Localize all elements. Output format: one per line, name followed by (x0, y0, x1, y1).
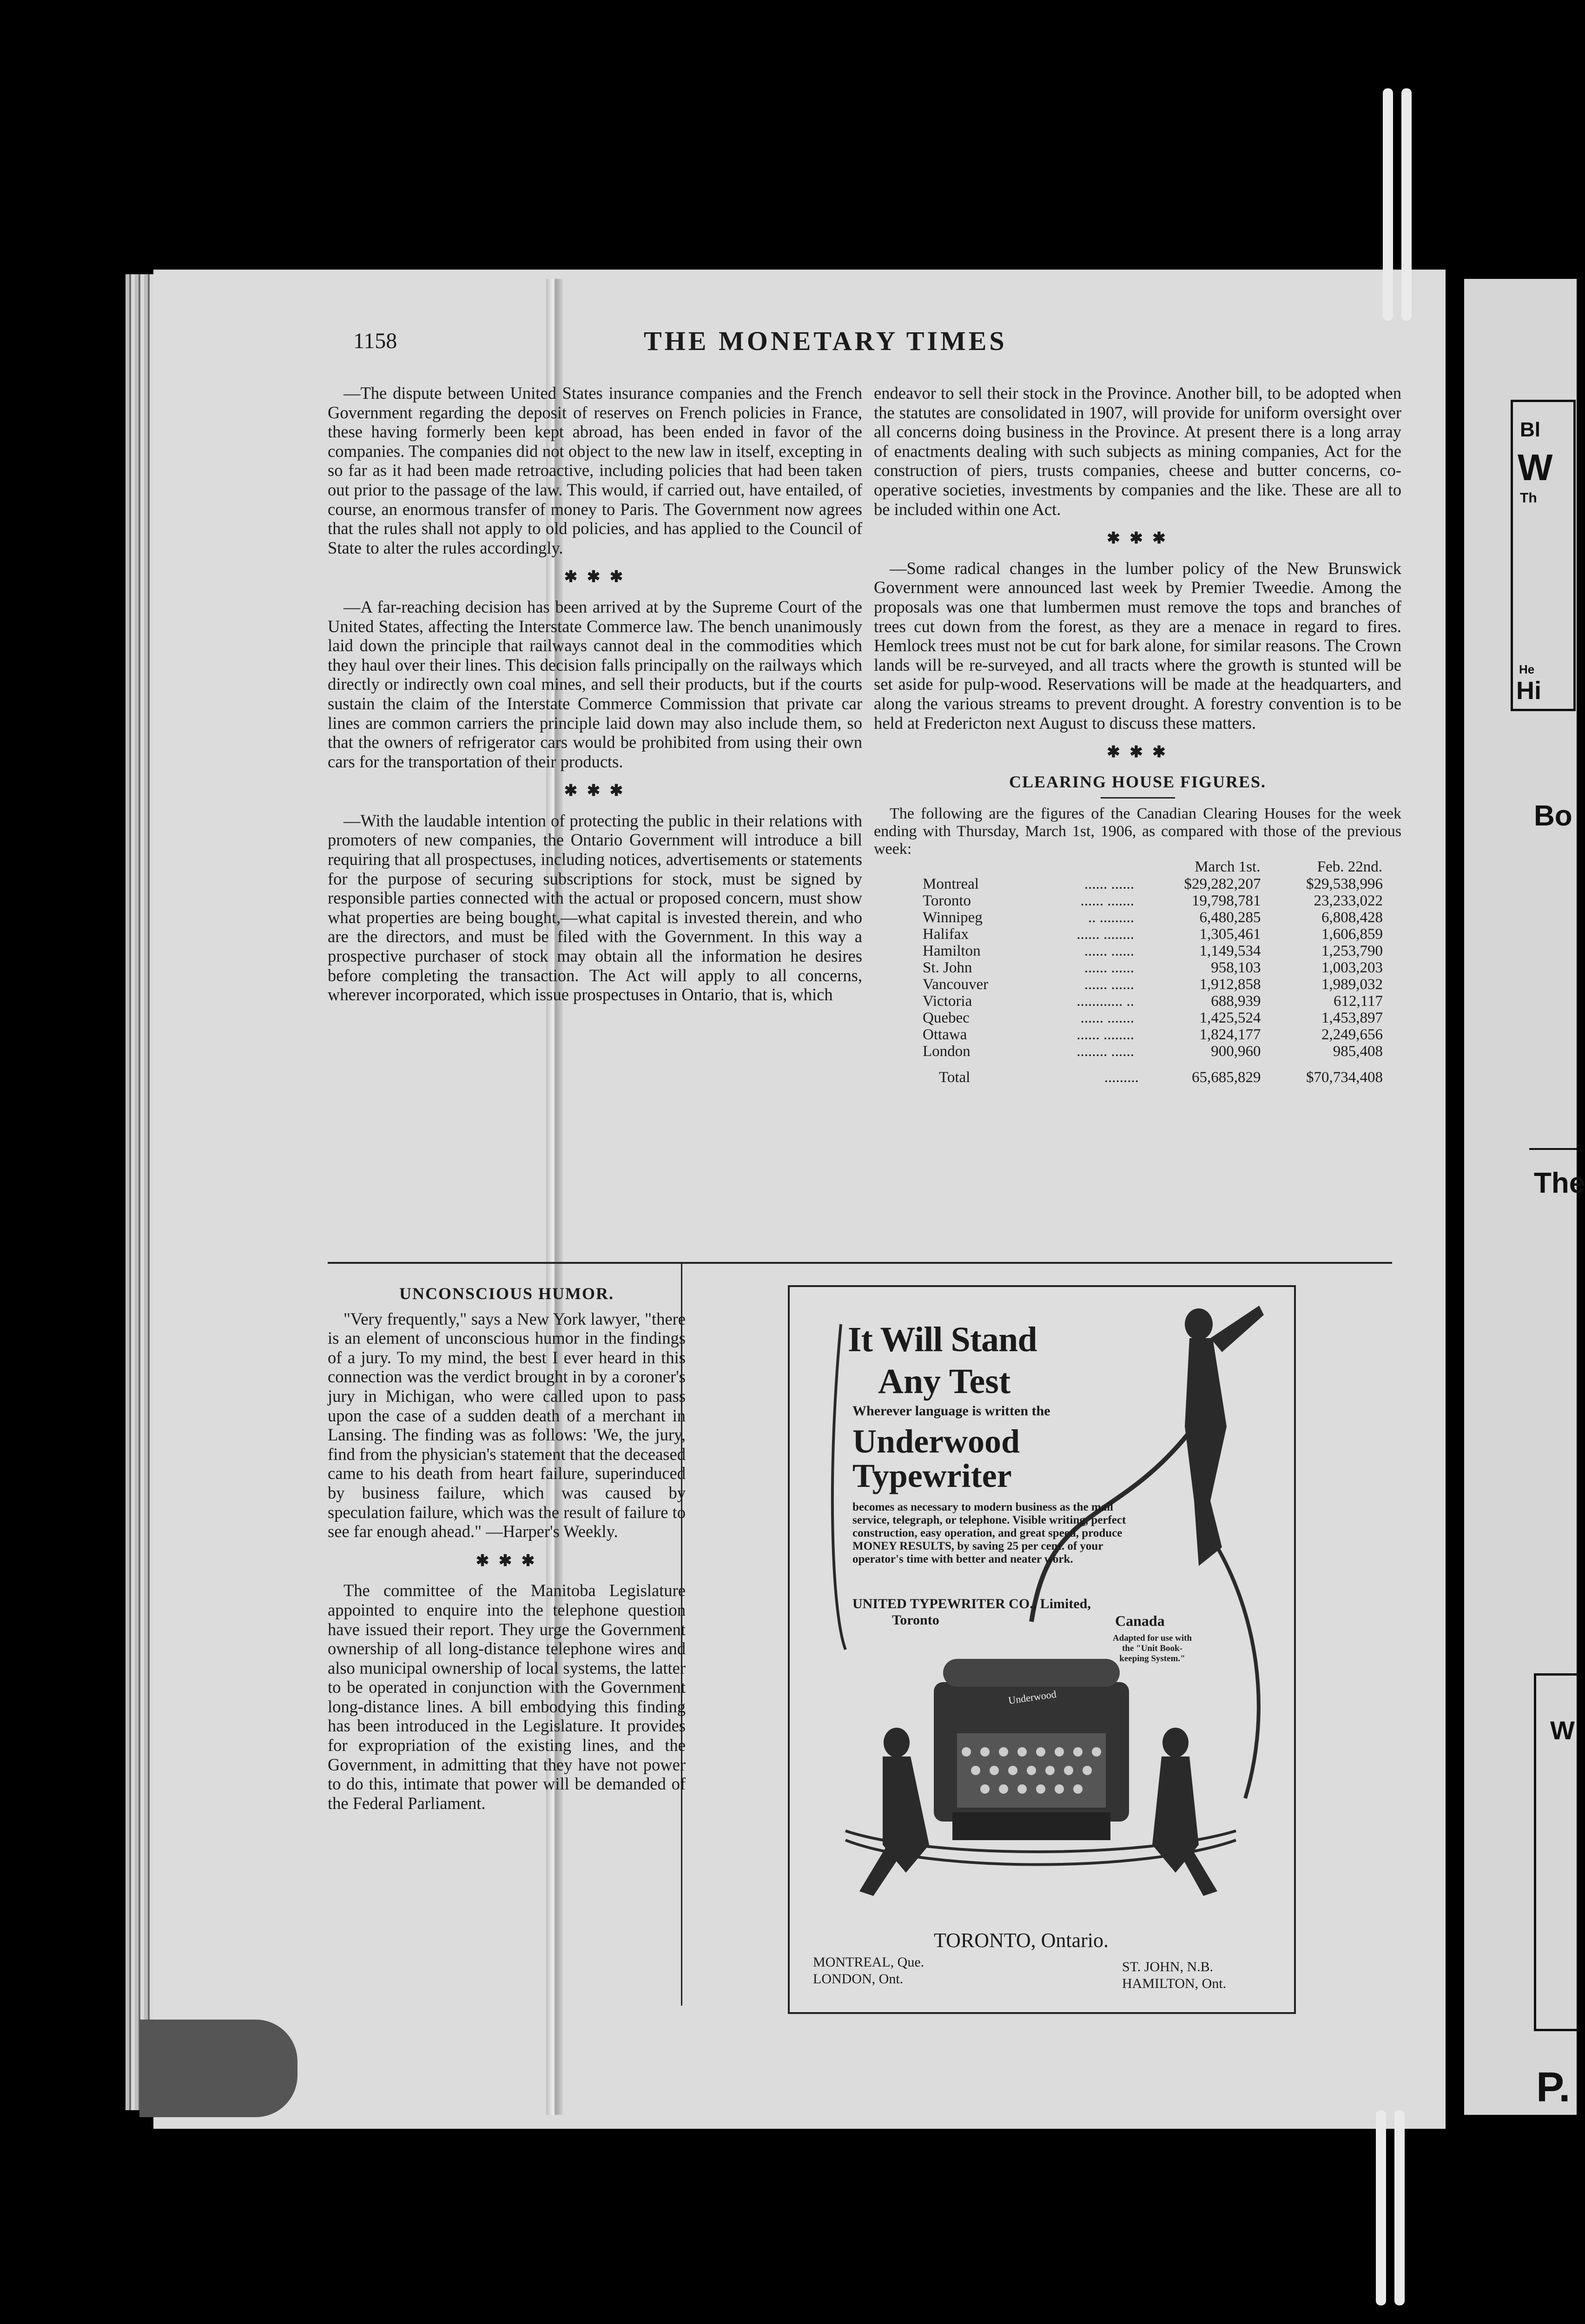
facing-fragment: W (1550, 1716, 1575, 1745)
total-label: Total (939, 1069, 971, 1086)
branch-london: LONDON, Ont. (813, 1971, 904, 1987)
march-value: $29,282,207 (1184, 876, 1261, 893)
table-row (913, 926, 1383, 943)
march-value: 1,149,534 (1199, 943, 1261, 960)
column-right-top (874, 383, 1401, 1086)
facing-fragment: Bl (1520, 418, 1540, 441)
march-value: 688,939 (1211, 993, 1261, 1010)
scanner-bar (1394, 2110, 1405, 2305)
table-row (913, 909, 1383, 926)
leader-dots: ...... ...... (1084, 959, 1134, 977)
march-value: 958,103 (1211, 959, 1261, 977)
paragraph-insurance: —The dispute between United States insurance companies and the French Government regarding the deposit of reserves on French policies in France, these having formerly been kept abroad, has been ended in favor of the companies. The companies did not object to the new law in itself, excepting in so far as it had been made retroactive, including policies that had been taken out prior to the passage of the law. This would, if carried out, have entailed, of course, an enormous transfer of money to Paris. The Government now agrees that the rules shall not apply to old policies, and has applied to the Council of State to alter the rules accordingly. (328, 383, 862, 557)
city-name: Ottawa (923, 1026, 967, 1043)
leader-dots: ........ ...... (1076, 1043, 1134, 1060)
branch-montreal: MONTREAL, Que. (813, 1954, 925, 1970)
leader-dots: ...... ........ (1076, 926, 1134, 943)
clearing-house-intro: The following are the figures of the Canadian Clearing Houses for the week ending with Thursday, March 1st, 1906, as compared with those of the previous week: (874, 805, 1401, 858)
clearing-house-table (913, 858, 1383, 1086)
ad-brand-line-1: Underwood (852, 1423, 1020, 1460)
ad-brand-line-2: Typewriter (852, 1457, 1012, 1494)
heading-underline (1101, 797, 1175, 799)
leader-dots: ...... ....... (1080, 1010, 1134, 1027)
leader-dots: ............ .. (1076, 993, 1134, 1010)
ad-city: Toronto (892, 1612, 939, 1628)
feb-value: 2,249,656 (1321, 1026, 1383, 1043)
city-name: Winnipeg (923, 909, 983, 926)
city-name: Victoria (923, 993, 972, 1010)
march-value: 1,912,858 (1199, 976, 1261, 993)
facing-fragment: Hi (1516, 677, 1541, 705)
journal-title: THE MONETARY TIMES (644, 326, 1007, 356)
section-stars: ✱ ✱ ✱ (476, 1552, 538, 1570)
facing-rule (1529, 1148, 1577, 1150)
ad-brand (852, 1424, 1131, 1493)
march-value: 6,480,285 (1199, 909, 1261, 926)
section-stars: ✱ ✱ ✱ (1107, 530, 1169, 548)
table-row (913, 976, 1383, 993)
march-value: 19,798,781 (1191, 892, 1261, 910)
section-stars: ✱ ✱ ✱ (1107, 744, 1169, 761)
leader-dots: .. ......... (1088, 909, 1134, 926)
table-row (913, 959, 1383, 976)
branch-st-john: ST. JOHN, N.B. (1122, 1959, 1214, 1974)
section-divider (328, 1262, 1392, 1264)
ad-branches-right (1122, 1959, 1226, 1992)
table-row (913, 876, 1383, 892)
ad-country: Canada (1115, 1612, 1165, 1629)
paragraph-lumber-policy: —Some radical changes in the lumber policy of the New Brunswick Government were announced last week by Premier Tweedie. Among the proposals was one that lumbermen must remove the tops and branches of trees cut down from the forest, as they are a menace in regard to fires. Hemlock trees must not be cut for bark alone, for similar reasons. The Crown lands will be re-surveyed, and all tracts where the growth is stunted will be set aside for pulp-wood. Reservations will be made at the headquarters, and along the various streams to prevent drought. A forestry convention is to be held at Fredericton next August to discuss these matters. (874, 558, 1401, 733)
column-header-feb: Feb. 22nd. (1317, 858, 1382, 876)
ad-company: UNITED TYPEWRITER CO., Limited, (852, 1596, 1091, 1611)
table-row (913, 1010, 1383, 1026)
city-name: St. John (923, 959, 972, 977)
feb-value: 23,233,022 (1314, 892, 1383, 910)
scanner-bar (1401, 88, 1412, 321)
leader-dots: ...... ...... (1084, 976, 1134, 993)
facing-fragment: W (1518, 447, 1553, 488)
feb-value: 1,453,897 (1321, 1010, 1383, 1027)
city-name: London (923, 1043, 971, 1060)
city-name: Montreal (923, 876, 979, 893)
underwood-advertisement (788, 1285, 1296, 2014)
page-number: 1158 (353, 329, 397, 353)
leader-dots: ...... ...... (1084, 876, 1134, 893)
ad-illustration (790, 1287, 1294, 2012)
total-feb: $70,734,408 (1306, 1069, 1383, 1086)
banner-curve-icon (832, 1324, 845, 1650)
facing-fragment: P. (1536, 2064, 1571, 2111)
book-clamp (139, 2020, 297, 2117)
march-value: 1,425,524 (1199, 1010, 1261, 1027)
feb-value: 1,003,203 (1321, 959, 1383, 977)
total-march: 65,685,829 (1191, 1069, 1261, 1086)
feb-value: 1,606,859 (1321, 926, 1383, 943)
city-name: Quebec (923, 1010, 970, 1027)
city-name: Hamilton (923, 943, 981, 960)
feb-value: 612,117 (1333, 993, 1383, 1010)
paragraph-province-continued: endeavor to sell their stock in the Province. Another bill, to be adopted when the statutes are consolidated in 1907, will provide for uniform oversight over all concerns doing business in the Province. At present there is a long array of enactments dealing with such subjects as mining companies, Act for the construction of piers, trusts companies, cheese and butter concerns, co-operative societies, investments by companies and the like. These are all to be included within one Act. (874, 383, 1401, 519)
typewriter-label: Underwood (1007, 1688, 1057, 1707)
facing-fragment: Bo (1534, 800, 1572, 832)
facing-fragment: He (1519, 662, 1535, 676)
typewriter-icon (934, 1659, 1129, 1840)
paragraph-manitoba: The committee of the Manitoba Legislature appointed to enquire into the telephone question have issued their report. They urge the Government ownership of all long-distance telephone wires and also municipal ownership of local systems, the latter to be operated in conjunction with the Government long-distance lines. A bill embodying this finding has been introduced in the Legislature. It provides for expropriation of the existing lines, and the Government, in admitting that they have not power to do this, intimate that power will be demanded of the Federal Parliament. (328, 1581, 686, 1813)
ad-adapted-note: Adapted for use with the "Unit Book-keeping System." (1112, 1633, 1192, 1664)
ad-headline-1: It Will Stand (848, 1320, 1037, 1359)
section-stars: ✱ ✱ ✱ (564, 782, 626, 800)
table-row (913, 892, 1383, 909)
ad-body: becomes as necessary to modern business as the mail service, telegraph, or telephone. Visible writing, perfect construction, easy operation, and great speed, produce MONEY RESULTS, by saving 25 per cent. of your operator's time with better and neater work. (852, 1501, 1126, 1565)
column-header-march: March 1st. (1195, 858, 1261, 876)
section-stars: ✱ ✱ ✱ (564, 568, 626, 586)
table-row (913, 993, 1383, 1010)
table-row (913, 1043, 1383, 1060)
column-left-bottom (328, 1281, 686, 1813)
paragraph-ontario-bill: —With the laudable intention of protecting the public in their relations with promoters of new companies, the Ontario Government will introduce a bill requiring that all prospectuses, including notices, advertisements or statements for the purpose of securing subscriptions for stock, must be signed by responsible parties connected with the actual or proposed concern, must show what properties are being bought,—what capital is invested therein, and who are the directors, and must be filed with the Government. In this way a prospective purchaser of stock may obtain all the information he desires before completing the transaction. The Act will apply to all concerns, wherever incorporated, which issue prospectuses in Ontario, that is, which (328, 811, 862, 1004)
total-dots: ......... (1104, 1069, 1139, 1086)
scanner-bar (1383, 88, 1393, 321)
leader-dots: ...... ........ (1076, 1026, 1134, 1043)
column-left-top (328, 383, 862, 1004)
feb-value: 1,989,032 (1321, 976, 1383, 993)
table-row (913, 1026, 1383, 1043)
ad-headline-2: Any Test (878, 1362, 1011, 1401)
leader-dots: ...... ...... (1084, 943, 1134, 960)
ad-branches-left (813, 1954, 924, 1987)
feb-value: 6,808,428 (1321, 909, 1383, 926)
leader-dots: ...... ....... (1080, 892, 1134, 910)
march-value: 900,960 (1211, 1043, 1261, 1060)
city-name: Halifax (923, 926, 969, 943)
feb-value: 985,408 (1333, 1043, 1383, 1060)
facing-fragment: The (1534, 1167, 1585, 1199)
ad-footer-city: TORONTO, Ontario. (934, 1929, 1109, 1952)
facing-fragment: Th (1520, 490, 1537, 506)
clearing-house-heading: CLEARING HOUSE FIGURES. (1009, 772, 1267, 791)
branch-hamilton: HAMILTON, Ont. (1122, 1976, 1227, 1991)
march-value: 1,824,177 (1199, 1026, 1261, 1043)
paragraph-humor: "Very frequently," says a New York lawyer, "there is an element of unconscious humor in the findings of a jury. To my mind, the best I ever heard in this connection was the verdict brought in by a coroner's jury in Michigan, who were called upon to pass upon the case of a sudden death of a merchant in Lansing. The finding was as follows: 'We, the jury, find from the physician's statement that the deceased came to his death from heart failure, superinduced by business failure, which was caused by speculation failure, which was the result of failure to see far enough ahead." —Harper's Weekly. (328, 1309, 686, 1541)
feb-value: $29,538,996 (1306, 876, 1383, 893)
city-name: Vancouver (923, 976, 989, 993)
march-value: 1,305,461 (1199, 926, 1261, 943)
scanner-bar (1376, 2110, 1386, 2305)
paragraph-supreme-court: —A far-reaching decision has been arrived at by the Supreme Court of the United States, affecting the Interstate Commerce law. The bench unanimously laid down the principle that railways cannot deal in the commodities which they haul over their lines. This decision falls principally on the railways which directly or indirectly own coal mines, and sell their products, but if the courts sustain the claim of the Interstate Commerce Commission that private car lines are common carriers the principle laid down may also include them, so that the owners of refrigerator cars would be prohibited from using their own cars for the transportation of their products. (328, 597, 862, 771)
feb-value: 1,253,790 (1321, 943, 1383, 960)
table-row (913, 943, 1383, 959)
ad-tagline: Wherever language is written the (852, 1403, 1050, 1419)
unconscious-humor-heading: UNCONSCIOUS HUMOR. (399, 1284, 614, 1303)
city-name: Toronto (923, 892, 971, 910)
